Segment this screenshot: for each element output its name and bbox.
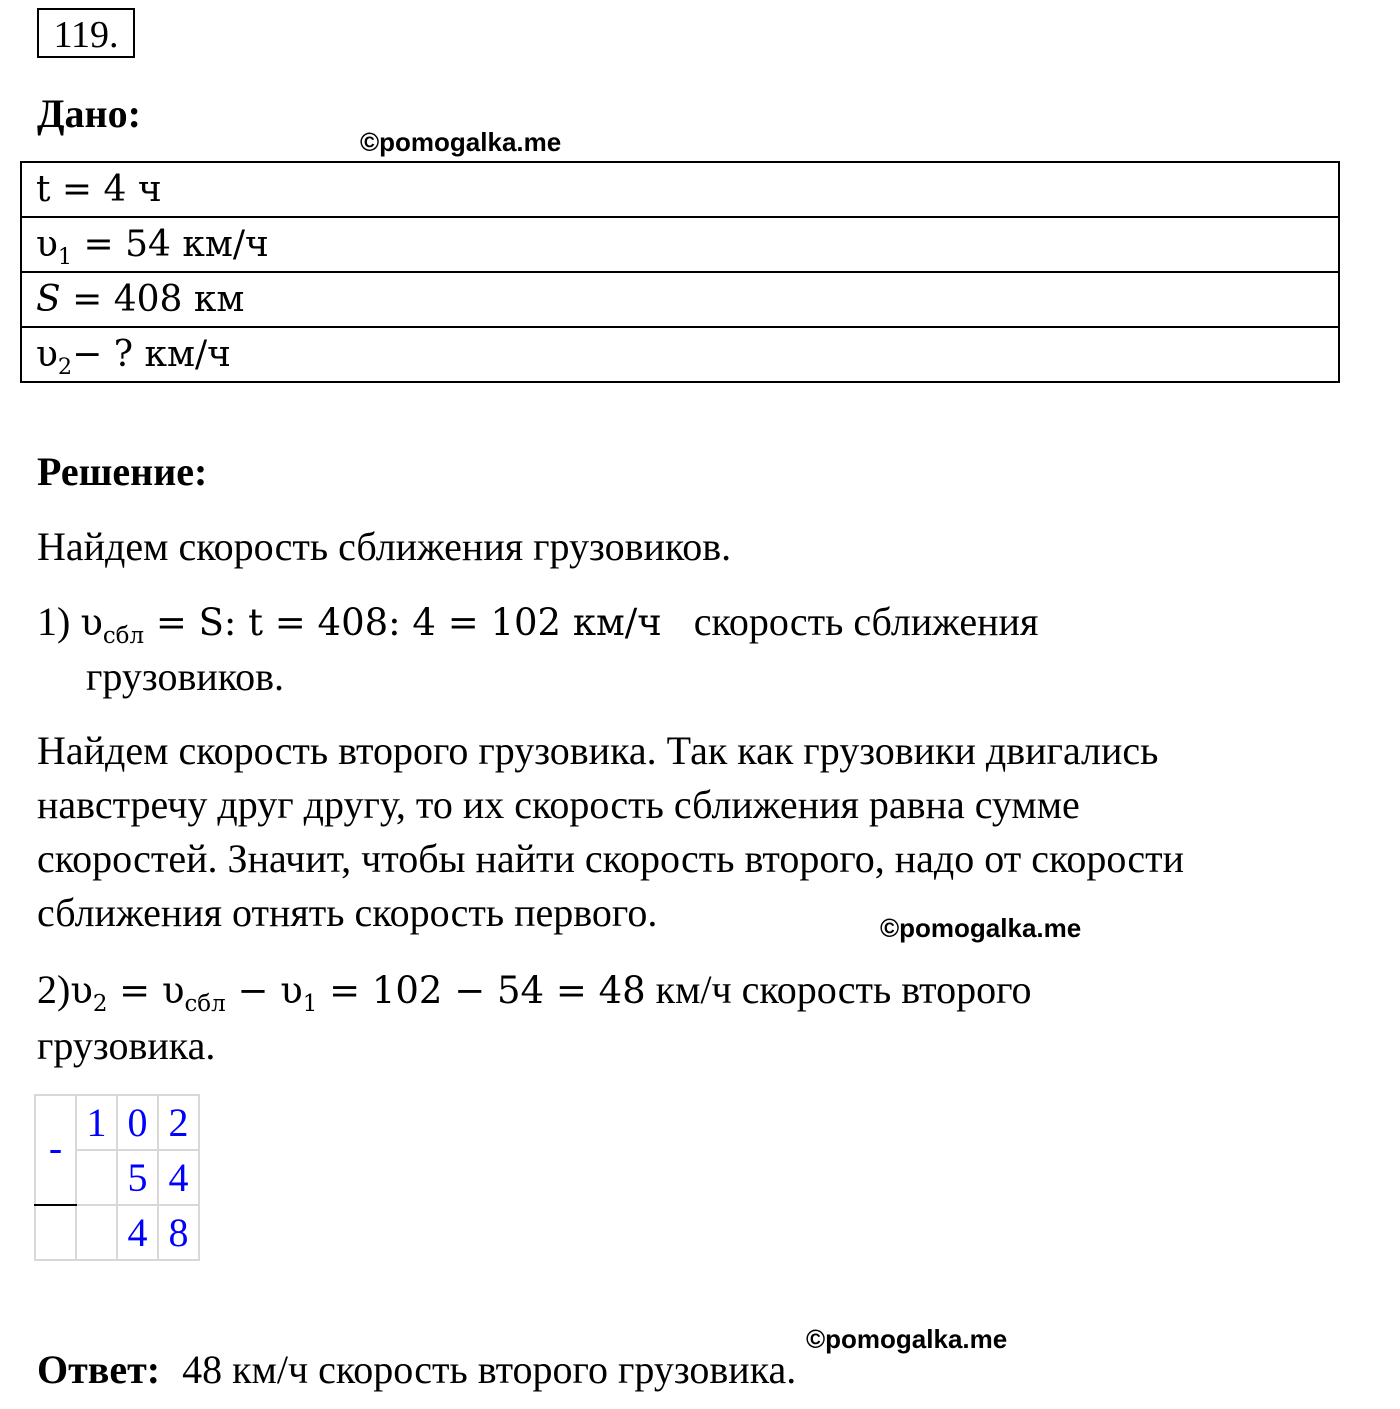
given-row: [21, 162, 1339, 217]
step-1-continuation: грузовиков.: [86, 654, 285, 699]
digit-cell: 0: [117, 1095, 158, 1150]
explanation-line: навстречу друг другу, то их скорость сближения равна сумме: [37, 782, 1080, 827]
digit-cell: 4: [158, 1150, 199, 1205]
watermark: ©pomogalka.me: [880, 913, 1082, 943]
answer-text: 48 км/ч скорость второго грузовика.: [182, 1347, 797, 1392]
digit-cell: 8: [158, 1205, 199, 1260]
given-heading: Дано:: [37, 91, 141, 136]
explanation-line: Найдем скорость второго грузовика. Так как грузовики двигались: [37, 728, 1159, 773]
explanation-line: скоростей. Значит, чтобы найти скорость второго, надо от скорости: [37, 836, 1185, 881]
given-row: [21, 217, 1339, 272]
digit-cell: 1: [76, 1095, 117, 1150]
solution-intro: Найдем скорость сближения грузовиков.: [37, 524, 732, 569]
step-2-continuation: грузовика.: [37, 1023, 216, 1068]
step-1-text: скорость сближения: [693, 599, 1039, 644]
explanation-line: сближения отнять скорость первого.: [37, 890, 658, 935]
digit-cell: [76, 1150, 117, 1205]
step-2-text: км/ч скорость второго: [645, 967, 1032, 1012]
minus-sign: -: [35, 1095, 76, 1205]
given-cell: $\upsilon_2-$ ? км/ч: [21, 327, 1339, 382]
step-2-formula: $\upsilon_2 = \upsilon_{сбл} - \upsilon_1 = 102 - 54 = 48$: [70, 969, 646, 1018]
watermark: ©pomogalka.me: [806, 1324, 1008, 1354]
digit-cell: [76, 1205, 117, 1260]
digit-cell: [35, 1205, 76, 1260]
step-1: 1) $\upsilon_{сбл} = S$: t = 408: 4 = 102 км/ч скорость сближения: [37, 599, 1039, 650]
answer-label: Ответ:: [37, 1347, 161, 1392]
step-1-formula: $\upsilon_{сбл} = S$: t = 408: 4 = 102 км/ч: [80, 601, 662, 650]
step-2: $2)\upsilon_2 = \upsilon_{сбл} - \upsilon_1 = 102 - 54 = 48$ км/ч скорость второго: [37, 967, 1032, 1018]
column-subtraction: [34, 1094, 200, 1261]
given-cell: S = 408 км: [21, 272, 1339, 327]
given-cell: t = 4 ч: [21, 162, 1339, 217]
given-row: [21, 327, 1339, 382]
answer: [37, 1343, 796, 1397]
column-row: [35, 1205, 199, 1260]
solution-heading: Решение:: [37, 449, 208, 494]
column-row: [35, 1095, 199, 1150]
watermark: ©pomogalka.me: [360, 127, 562, 157]
digit-cell: 5: [117, 1150, 158, 1205]
given-table: [20, 161, 1340, 383]
digit-cell: 4: [117, 1205, 158, 1260]
digit-cell: 2: [158, 1095, 199, 1150]
given-row: [21, 272, 1339, 327]
task-number: 119.: [37, 8, 135, 58]
given-cell: $\upsilon_1 = 54$ км/ч: [21, 217, 1339, 272]
